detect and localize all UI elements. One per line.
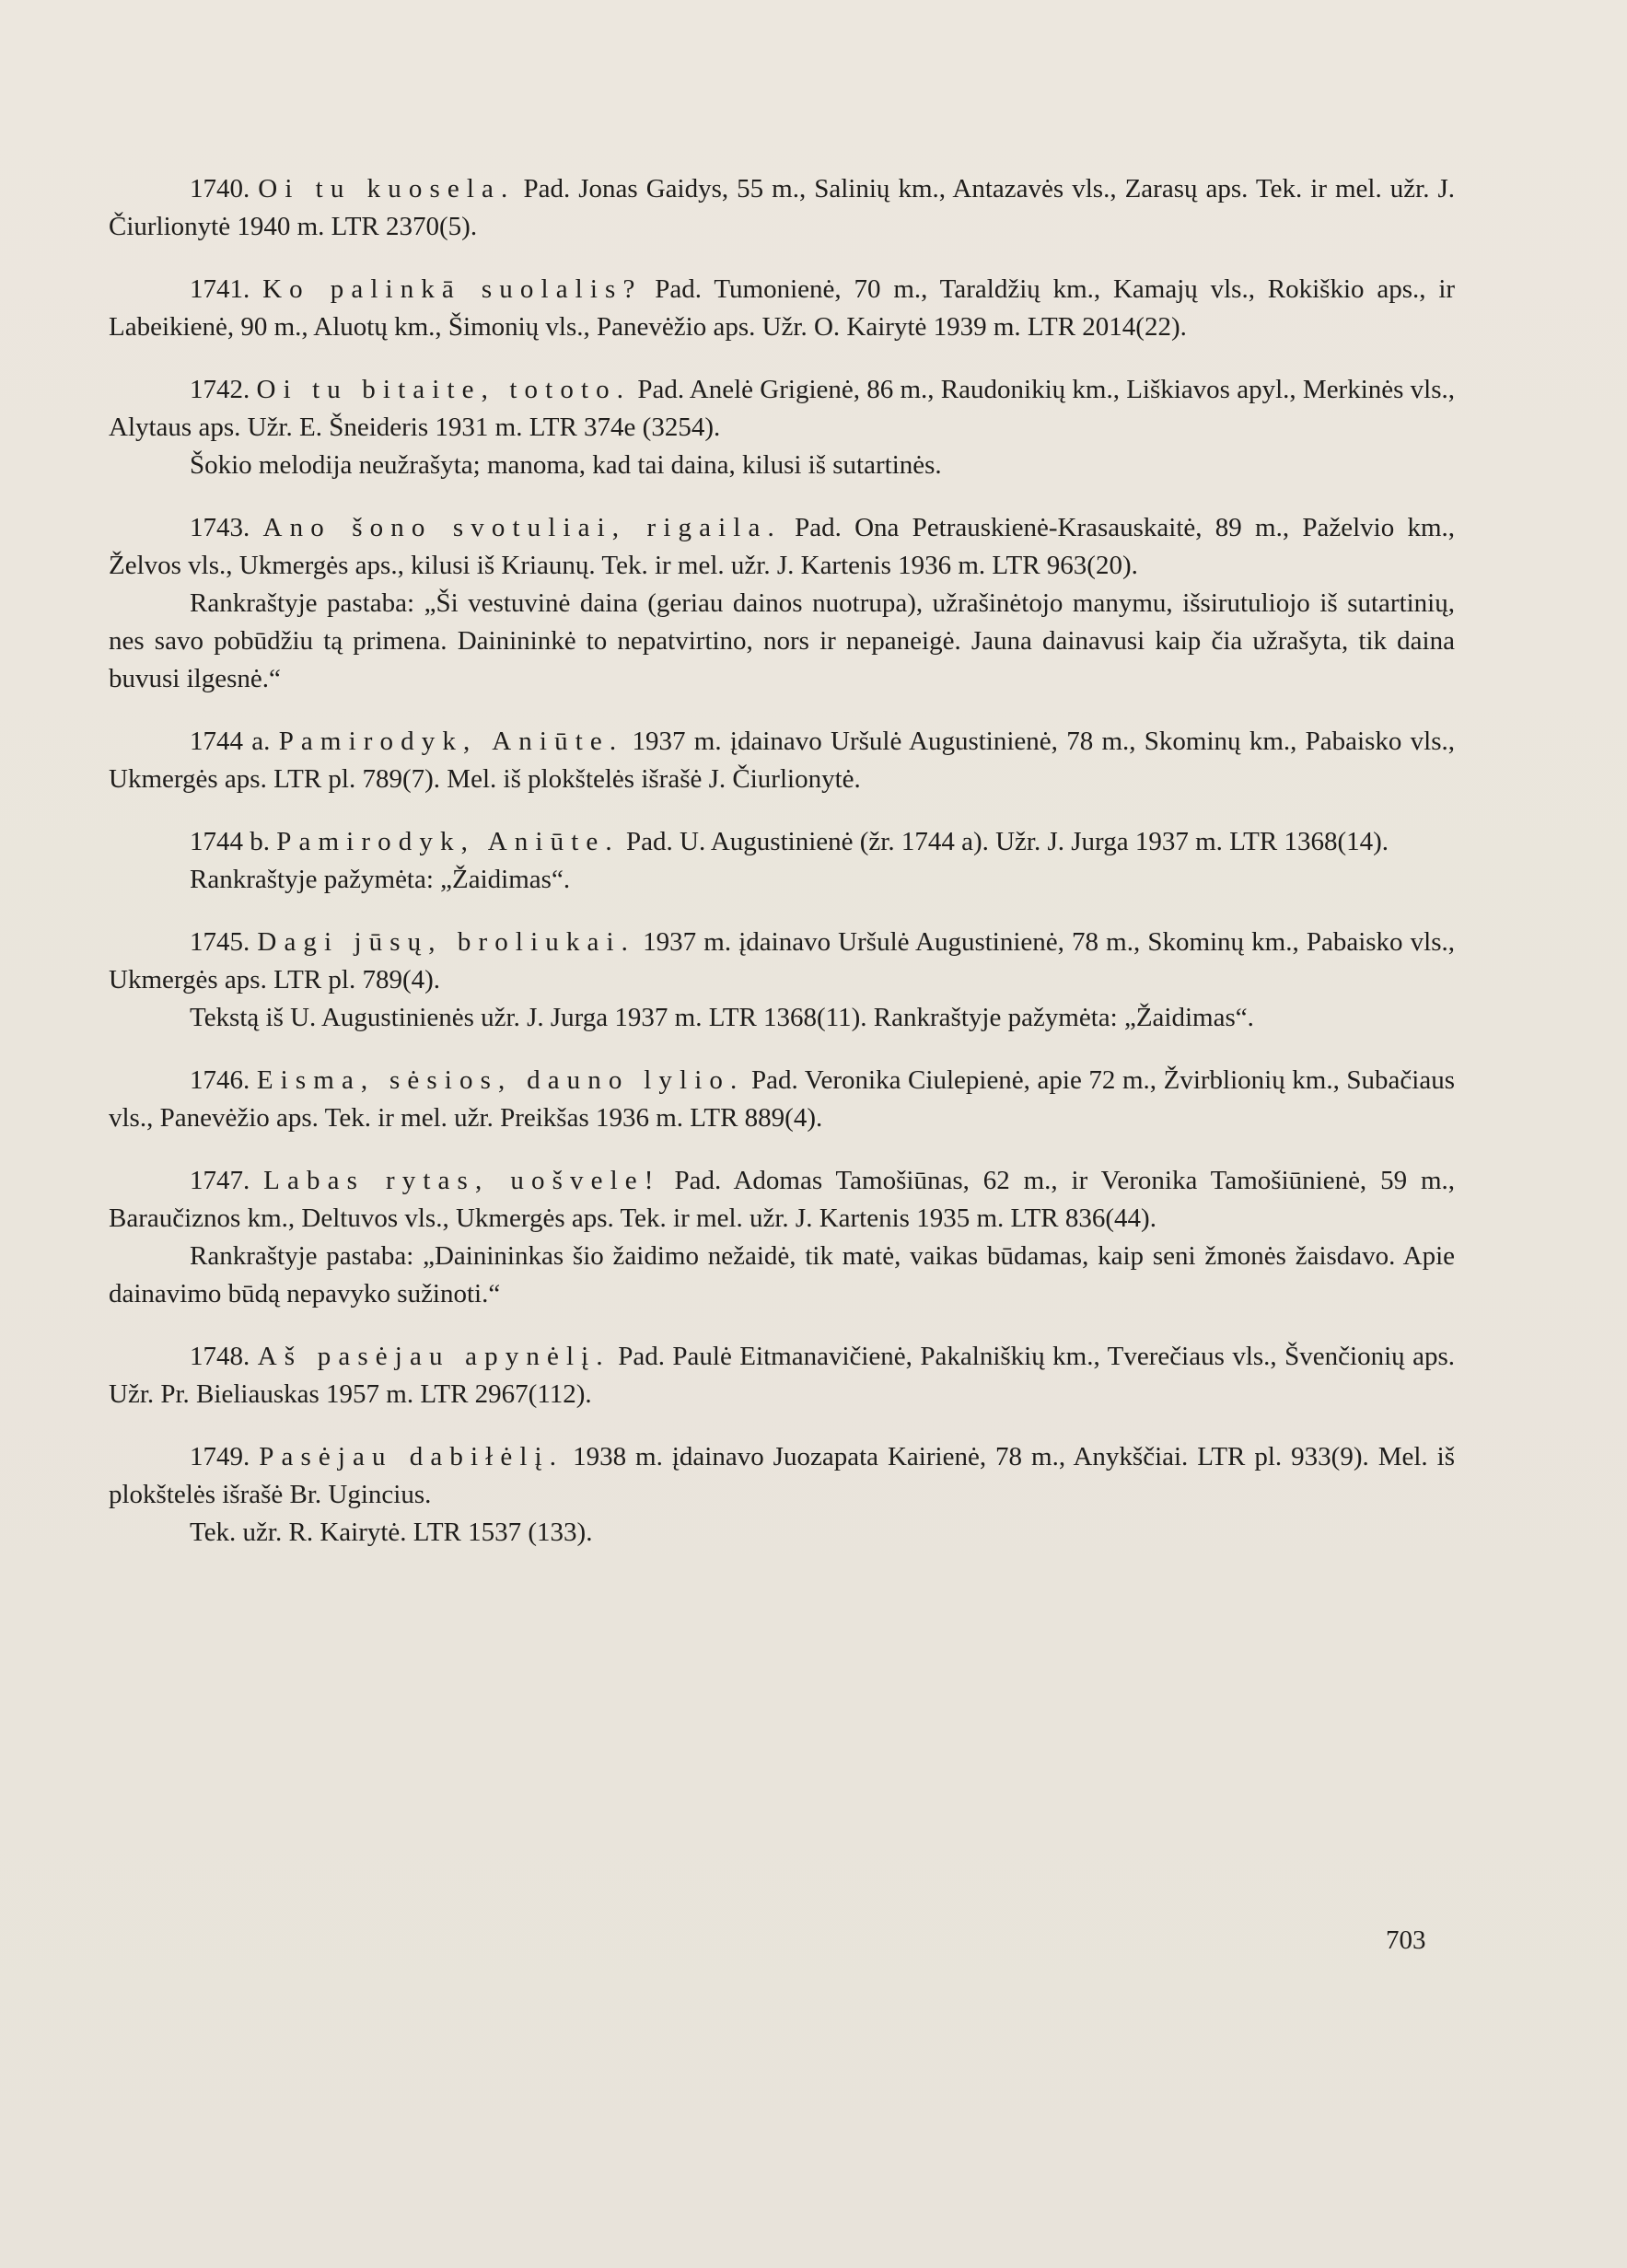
- song-title: Oi tu bitaite, tototo.: [256, 375, 632, 404]
- entry-1743: [109, 509, 1455, 698]
- song-title: Aš pasėjau apynėlį.: [257, 1342, 610, 1371]
- entry-paragraph: [109, 1062, 1455, 1137]
- entry-text: Pad. U. Augustinienė (žr. 1744 a). Užr. J. Jurga 1937 m. LTR 1368(14).: [626, 827, 1389, 856]
- song-title: Labas rytas, uošvele!: [263, 1166, 661, 1195]
- entry-1744a: [109, 723, 1455, 798]
- entry-text: Pad. Ona Petrauskienė-Krasauskaitė, 89 m., Paželvio km., Želvos vls., Ukmergės aps., kilusi iš Kriaunų. Tek. ir mel. užr. J. Kartenis 1936 m. LTR 963(20).: [109, 513, 1456, 580]
- entry-note: Rankraštyje pastaba: „Dainininkas šio žaidimo nežaidė, tik matė, vaikas būdamas, kaip seni žmonės žaisdavo. Apie dainavimo būdą nepavyko sužinoti.“: [109, 1241, 1455, 1308]
- entry-note: Tekstą iš U. Augustinienės užr. J. Jurga 1937 m. LTR 1368(11). Rankraštyje pažymėta: „Žaidimas“.: [190, 1003, 1254, 1032]
- song-title: Ko palinkā suolalis?: [262, 274, 643, 304]
- entry-paragraph: [109, 371, 1455, 447]
- entry-text: Pad. Tumonienė, 70 m., Taraldžių km., Kamajų vls., Rokiškio aps., ir Labeikienė, 90 m., Aluotų km., Šimonių vls., Panevėžio aps. Užr. O. Kairytė 1939 m. LTR 2014(22).: [109, 274, 1456, 342]
- entry-number: 1742.: [190, 375, 250, 404]
- entry-1749: [109, 1438, 1455, 1552]
- page-number: 703: [1386, 1925, 1426, 1955]
- entry-1747: [109, 1162, 1455, 1313]
- entry-1740: [109, 170, 1455, 246]
- entry-number: 1747.: [190, 1166, 250, 1195]
- entry-text: Pad. Paulė Eitmanavičienė, Pakalniškių km., Tverečiaus vls., Švenčionių aps. Užr. Pr. Bieliauskas 1957 m. LTR 2967(112).: [109, 1342, 1456, 1409]
- entry-number: 1744 b.: [190, 827, 270, 856]
- entry-number: 1743.: [190, 513, 250, 542]
- entry-number: 1744 a.: [190, 727, 271, 756]
- entry-paragraph: [109, 1438, 1455, 1514]
- entry-number: 1749.: [190, 1442, 250, 1471]
- entry-1742: [109, 371, 1455, 484]
- entry-1744b: [109, 823, 1455, 899]
- entry-paragraph: [109, 823, 1455, 861]
- entry-text: Pad. Jonas Gaidys, 55 m., Salinių km., Antazavės vls., Zarasų aps. Tek. ir mel. užr. J. Čiurlionytė 1940 m. LTR 2370(5).: [109, 174, 1456, 241]
- entry-text: Pad. Anelė Grigienė, 86 m., Raudonikių km., Liškiavos apyl., Merkinės vls., Alytaus aps. Užr. E. Šneideris 1931 m. LTR 374e (3254).: [109, 375, 1456, 442]
- entry-1741: [109, 271, 1455, 346]
- entry-note: Tek. užr. R. Kairytė. LTR 1537 (133).: [190, 1518, 593, 1547]
- entry-paragraph: [109, 271, 1455, 346]
- entry-1746: [109, 1062, 1455, 1137]
- song-title: Pasėjau dabiłėlį.: [259, 1442, 564, 1471]
- song-title: Dagi jūsų, broliukai.: [257, 927, 636, 957]
- song-title: Pamirodyk, Aniūte.: [278, 727, 624, 756]
- entry-note: Šokio melodija neužrašyta; manoma, kad tai daina, kilusi iš sutartinės.: [190, 450, 942, 480]
- entry-text: Pad. Veronika Ciulepienė, apie 72 m., Žvirblionių km., Subačiaus vls., Panevėžio aps. Tek. ir mel. užr. Preikšas 1936 m. LTR 889(4).: [109, 1065, 1456, 1133]
- entry-paragraph: [109, 509, 1455, 585]
- entry-paragraph: [109, 170, 1455, 246]
- entry-paragraph: [109, 924, 1455, 999]
- entry-number: 1741.: [190, 274, 250, 304]
- entry-number: 1748.: [190, 1342, 250, 1371]
- entry-1748: [109, 1338, 1455, 1413]
- entry-note: Rankraštyje pastaba: „Ši vestuvinė daina (geriau dainos nuotrupa), užrašinėtojo manymu, išsirutuliojo iš sutartinių, nes savo pobūdžiu tą primena. Dainininkė to nepatvirtino, nors ir nepaneigė. Jauna dainavusi kaip čia užrašyta, tik daina buvusi ilgesnė.“: [109, 588, 1455, 693]
- entry-text: 1938 m. įdainavo Juozapata Kairienė, 78 m., Anykščiai. LTR pl. 933(9). Mel. iš plokštelės išrašė Br. Ugincius.: [109, 1442, 1456, 1509]
- entry-number: 1746.: [190, 1065, 250, 1095]
- entry-number: 1745.: [190, 927, 250, 957]
- song-title: Oi tu kuosela.: [258, 174, 516, 204]
- entry-text: Pad. Adomas Tamošiūnas, 62 m., ir Veronika Tamošiūnienė, 59 m., Baraučiznos km., Deltuvos vls., Ukmergės aps. Tek. ir mel. užr. J. Kartenis 1935 m. LTR 836(44).: [109, 1166, 1456, 1233]
- song-title: Ano šono svotuliai, rigaila.: [262, 513, 782, 542]
- entry-number: 1740.: [190, 174, 250, 204]
- entry-1745: [109, 924, 1455, 1037]
- page-content: [109, 170, 1455, 1576]
- song-title: Pamirodyk, Aniūte.: [276, 827, 620, 856]
- entry-text: 1937 m. įdainavo Uršulė Augustinienė, 78 m., Skominų km., Pabaisko vls., Ukmergės aps. LTR pl. 789(4).: [109, 927, 1456, 994]
- entry-paragraph: [109, 1338, 1455, 1413]
- entry-note: Rankraštyje pažymėta: „Žaidimas“.: [190, 865, 571, 894]
- entry-paragraph: [109, 1162, 1455, 1238]
- entry-text: 1937 m. įdainavo Uršulė Augustinienė, 78 m., Skominų km., Pabaisko vls., Ukmergės aps. LTR pl. 789(7). Mel. iš plokštelės išrašė J. Čiurlionytė.: [109, 727, 1456, 794]
- entry-paragraph: [109, 723, 1455, 798]
- song-title: Eisma, sėsios, dauno lylio.: [256, 1065, 745, 1095]
